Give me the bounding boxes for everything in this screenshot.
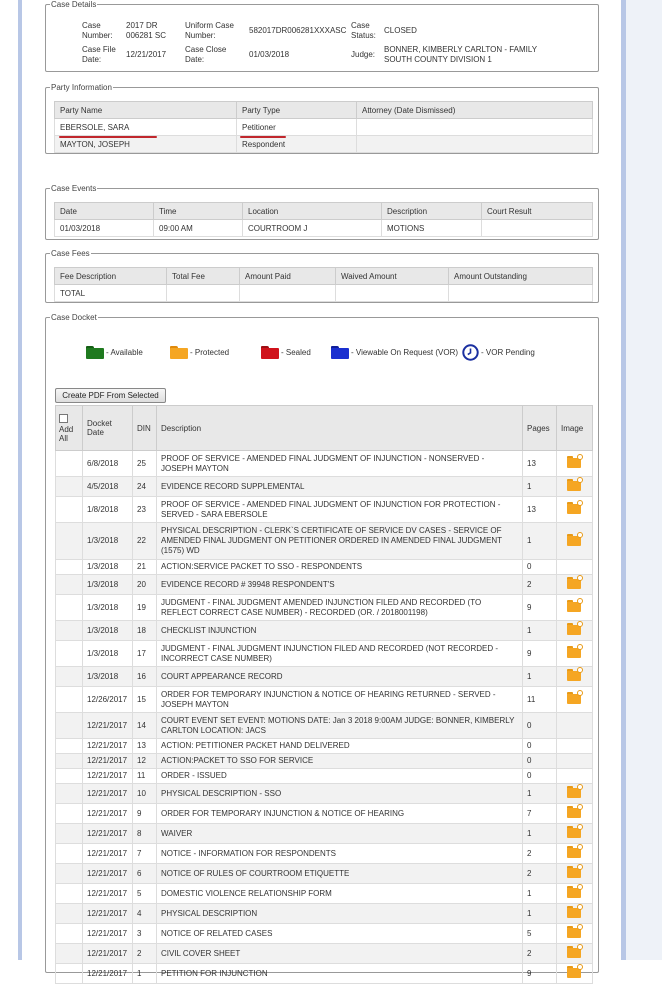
- event-location: COURTROOM J: [243, 220, 382, 237]
- case-details-panel: [45, 0, 599, 72]
- docket-pages: 1: [523, 884, 557, 904]
- case-number-value: 2017 DR 006281 SC: [126, 21, 167, 40]
- pages-header[interactable]: Pages: [523, 406, 557, 451]
- docket-row: [56, 739, 593, 754]
- docket-pages: 0: [523, 560, 557, 575]
- docket-description: NOTICE OF RULES OF COURTROOM ETIQUETTE: [157, 864, 523, 884]
- protected-folder-icon[interactable]: [567, 600, 582, 612]
- docket-image: [557, 739, 593, 754]
- party-type: Petitioner: [237, 119, 357, 136]
- protected-folder-icon[interactable]: [567, 966, 582, 978]
- event-date-header: Date: [55, 203, 154, 220]
- fee-description-header: Fee Description: [55, 268, 167, 285]
- docket-pages: 9: [523, 964, 557, 984]
- case-close-date-label: Case Close Date:: [185, 45, 227, 64]
- docket-pages: 5: [523, 924, 557, 944]
- docket-image[interactable]: [557, 621, 593, 641]
- docket-pages: 1: [523, 621, 557, 641]
- docket-row: [56, 924, 593, 944]
- case-events-legend: Case Events: [51, 184, 97, 193]
- docket-description: EVIDENCE RECORD # 39948 RESPONDENT'S: [157, 575, 523, 595]
- docket-din: 9: [133, 804, 157, 824]
- event-row: [55, 220, 593, 237]
- legend-protected: [170, 342, 229, 362]
- docket-image[interactable]: [557, 884, 593, 904]
- event-description: MOTIONS: [382, 220, 482, 237]
- blue-folder-icon: [331, 346, 349, 359]
- amount-paid-header: Amount Paid: [240, 268, 336, 285]
- fee-paid: [240, 285, 336, 302]
- docket-din: 25: [133, 451, 157, 477]
- docket-row: [56, 864, 593, 884]
- party-attorney: [357, 119, 593, 136]
- docket-date: 12/21/2017: [83, 924, 133, 944]
- legend-vor-label: - Viewable On Request (VOR): [351, 347, 459, 357]
- docket-row: [56, 621, 593, 641]
- docket-description: ACTION: PETITIONER PACKET HAND DELIVERED: [157, 739, 523, 754]
- legend-vor-pending-label: - VOR Pending: [481, 347, 535, 357]
- docket-description: ACTION:SERVICE PACKET TO SSO - RESPONDENTS: [157, 560, 523, 575]
- waived-amount-header: Waived Amount: [336, 268, 449, 285]
- protected-folder-icon[interactable]: [567, 886, 582, 898]
- fee-waived: [336, 285, 449, 302]
- legend-available: [86, 342, 143, 362]
- docket-pages: 1: [523, 523, 557, 560]
- legend-sealed-label: - Sealed: [281, 347, 311, 357]
- docket-pages: 9: [523, 641, 557, 667]
- docket-din: 14: [133, 713, 157, 739]
- docket-image: [557, 713, 593, 739]
- select-cell: [56, 713, 83, 739]
- docket-din: 19: [133, 595, 157, 621]
- protected-folder-icon[interactable]: [567, 866, 582, 878]
- select-cell: [56, 964, 83, 984]
- select-cell: [56, 497, 83, 523]
- red-folder-icon: [261, 346, 279, 359]
- docket-date: 6/8/2018: [83, 451, 133, 477]
- docket-din: 1: [133, 964, 157, 984]
- docket-din: 12: [133, 754, 157, 769]
- party-information-legend: Party Information: [51, 83, 112, 92]
- docket-description: PHYSICAL DESCRIPTION - SSO: [157, 784, 523, 804]
- docket-date: 1/3/2018: [83, 667, 133, 687]
- docket-description: PROOF OF SERVICE - AMENDED FINAL JUDGMENT OF INJUNCTION - NONSERVED - JOSEPH MAYTON: [157, 451, 523, 477]
- docket-pages: 0: [523, 769, 557, 784]
- docket-date: 12/21/2017: [83, 944, 133, 964]
- docket-date: 12/21/2017: [83, 713, 133, 739]
- docket-row: [56, 884, 593, 904]
- docket-din: 10: [133, 784, 157, 804]
- docket-din: 17: [133, 641, 157, 667]
- docket-pages: 1: [523, 477, 557, 497]
- docket-image[interactable]: [557, 784, 593, 804]
- docket-din: 15: [133, 687, 157, 713]
- docket-description: ORDER FOR TEMPORARY INJUNCTION & NOTICE OF HEARING RETURNED - SERVED - JOSEPH MAYTON: [157, 687, 523, 713]
- docket-pages: 1: [523, 904, 557, 924]
- docket-din: 13: [133, 739, 157, 754]
- docket-din: 21: [133, 560, 157, 575]
- protected-folder-icon[interactable]: [567, 906, 582, 918]
- legend-available-label: - Available: [106, 347, 143, 357]
- docket-din: 2: [133, 944, 157, 964]
- docket-din: 16: [133, 667, 157, 687]
- party-table: [54, 101, 593, 153]
- case-fees-panel: [45, 249, 599, 303]
- fees-table: [54, 267, 593, 302]
- legend-sealed: [261, 342, 311, 362]
- fee-description: TOTAL: [55, 285, 167, 302]
- docket-date: 1/3/2018: [83, 641, 133, 667]
- select-cell: [56, 754, 83, 769]
- select-cell: [56, 739, 83, 754]
- judge-label: Judge:: [351, 50, 376, 59]
- docket-row: [56, 451, 593, 477]
- fee-outstanding: [449, 285, 593, 302]
- docket-description: NOTICE - INFORMATION FOR RESPONDENTS: [157, 844, 523, 864]
- docket-row: [56, 560, 593, 575]
- add-all-checkbox[interactable]: [59, 414, 68, 423]
- uniform-case-number-label: Uniform Case Number:: [185, 21, 234, 40]
- docket-image[interactable]: [557, 523, 593, 560]
- party-type: Respondent: [237, 136, 357, 153]
- select-cell: [56, 687, 83, 713]
- docket-din: 7: [133, 844, 157, 864]
- protected-folder-icon[interactable]: [567, 623, 582, 635]
- docket-image[interactable]: [557, 575, 593, 595]
- docket-row: [56, 824, 593, 844]
- event-result-header: Court Result: [482, 203, 593, 220]
- event-date: 01/03/2018: [55, 220, 154, 237]
- legend-vor-pending: [462, 342, 535, 362]
- docket-description: WAIVER: [157, 824, 523, 844]
- party-name-header: Party Name: [55, 102, 237, 119]
- docket-date: 12/21/2017: [83, 754, 133, 769]
- docket-row: [56, 944, 593, 964]
- protected-folder-icon[interactable]: [567, 692, 582, 704]
- docket-date: 4/5/2018: [83, 477, 133, 497]
- select-cell: [56, 560, 83, 575]
- select-cell: [56, 769, 83, 784]
- select-cell: [56, 641, 83, 667]
- docket-din: 5: [133, 884, 157, 904]
- docket-image[interactable]: [557, 824, 593, 844]
- event-description-header: Description: [382, 203, 482, 220]
- docket-din: 23: [133, 497, 157, 523]
- case-file-date-value: 12/21/2017: [126, 50, 167, 59]
- docket-pages: 0: [523, 739, 557, 754]
- docket-pages: 7: [523, 804, 557, 824]
- case-docket-legend: Case Docket: [51, 313, 97, 322]
- docket-date: 1/8/2018: [83, 497, 133, 523]
- docket-row: [56, 667, 593, 687]
- case-events-panel: [45, 184, 599, 240]
- select-cell: [56, 864, 83, 884]
- docket-description: PHYSICAL DESCRIPTION: [157, 904, 523, 924]
- docket-image[interactable]: [557, 641, 593, 667]
- party-information-panel: [45, 83, 599, 154]
- select-cell: [56, 824, 83, 844]
- docket-date: 12/21/2017: [83, 964, 133, 984]
- event-time-header: Time: [154, 203, 243, 220]
- docket-image[interactable]: [557, 944, 593, 964]
- select-cell: [56, 804, 83, 824]
- docket-date: 12/21/2017: [83, 824, 133, 844]
- docket-row: [56, 575, 593, 595]
- docket-rows: [56, 451, 593, 984]
- case-close-date-value: 01/03/2018: [249, 50, 290, 59]
- select-cell: [56, 595, 83, 621]
- docket-description: COURT EVENT SET EVENT: MOTIONS DATE: Jan 3 2018 9:00AM JUDGE: BONNER, KIMBERLY CARLTON LOCATION: JACS: [157, 713, 523, 739]
- amount-outstanding-header: Amount Outstanding: [449, 268, 593, 285]
- event-time: 09:00 AM: [154, 220, 243, 237]
- select-cell: [56, 621, 83, 641]
- docket-description: DOMESTIC VIOLENCE RELATIONSHIP FORM: [157, 884, 523, 904]
- protected-folder-icon[interactable]: [567, 669, 582, 681]
- image-header: Image: [557, 406, 593, 451]
- docket-date: 12/21/2017: [83, 884, 133, 904]
- fee-total: [167, 285, 240, 302]
- docket-pages: 0: [523, 713, 557, 739]
- docket-date-header[interactable]: Docket Date: [83, 406, 133, 451]
- docket-date: 1/3/2018: [83, 560, 133, 575]
- docket-description: CIVIL COVER SHEET: [157, 944, 523, 964]
- docket-date: 1/3/2018: [83, 523, 133, 560]
- event-result: [482, 220, 593, 237]
- docket-date: 1/3/2018: [83, 575, 133, 595]
- docket-din: 8: [133, 824, 157, 844]
- docket-pages: 2: [523, 844, 557, 864]
- party-row: [55, 119, 593, 136]
- docket-description: CHECKLIST INJUNCTION: [157, 621, 523, 641]
- docket-row: [56, 784, 593, 804]
- select-cell: [56, 523, 83, 560]
- docket-image: [557, 560, 593, 575]
- protected-folder-icon[interactable]: [567, 577, 582, 589]
- legend-protected-label: - Protected: [190, 347, 230, 357]
- docket-row: [56, 754, 593, 769]
- green-folder-icon: [86, 346, 104, 359]
- docket-image[interactable]: [557, 864, 593, 884]
- clock-icon: [462, 344, 479, 361]
- docket-description: ORDER FOR TEMPORARY INJUNCTION & NOTICE OF HEARING: [157, 804, 523, 824]
- docket-pages: 0: [523, 754, 557, 769]
- docket-row: [56, 713, 593, 739]
- protected-folder-icon[interactable]: [567, 806, 582, 818]
- protected-folder-icon[interactable]: [567, 456, 582, 468]
- select-cell: [56, 477, 83, 497]
- docket-image[interactable]: [557, 497, 593, 523]
- case-number-label: Case Number:: [82, 21, 113, 40]
- docket-din: 18: [133, 621, 157, 641]
- select-cell: [56, 784, 83, 804]
- fee-row: [55, 285, 593, 302]
- docket-image[interactable]: [557, 451, 593, 477]
- select-cell: [56, 924, 83, 944]
- docket-description: JUDGMENT - FINAL JUDGMENT AMENDED INJUNCTION FILED AND RECORDED (TO REFLECT CORRECT CASE NUMBER) - RECORDED (OR. / 2018001198): [157, 595, 523, 621]
- docket-image[interactable]: [557, 804, 593, 824]
- docket-row: [56, 964, 593, 984]
- right-margin: [626, 0, 662, 960]
- docket-row: [56, 477, 593, 497]
- docket-date: 12/26/2017: [83, 687, 133, 713]
- docket-date: 12/21/2017: [83, 904, 133, 924]
- docket-description: ORDER - ISSUED: [157, 769, 523, 784]
- docket-description: PHYSICAL DESCRIPTION - CLERK`S CERTIFICATE OF SERVICE DV CASES - SERVICE OF AMENDED FINAL JUDGMENT ON PETITIONER ORDERED IN AMENDED FINAL JUDGMENT (1575) WD: [157, 523, 523, 560]
- protected-folder-icon[interactable]: [567, 646, 582, 658]
- docket-image[interactable]: [557, 904, 593, 924]
- docket-row: [56, 497, 593, 523]
- select-cell: [56, 944, 83, 964]
- protected-folder-icon[interactable]: [567, 479, 582, 491]
- party-attorney: [357, 136, 593, 153]
- docket-pages: 1: [523, 667, 557, 687]
- docket-description: COURT APPEARANCE RECORD: [157, 667, 523, 687]
- select-cell: [56, 884, 83, 904]
- docket-row: [56, 641, 593, 667]
- docket-description: PETITION FOR INJUNCTION: [157, 964, 523, 984]
- docket-pages: 13: [523, 451, 557, 477]
- docket-image[interactable]: [557, 924, 593, 944]
- case-status-value: CLOSED: [384, 26, 417, 35]
- case-file-date-label: Case File Date:: [82, 45, 116, 64]
- docket-description: PROOF OF SERVICE - AMENDED FINAL JUDGMENT OF INJUNCTION FOR PROTECTION - SERVED - SARA EBERSOLE: [157, 497, 523, 523]
- docket-pages: 11: [523, 687, 557, 713]
- add-all-header: [56, 406, 83, 451]
- docket-table: [55, 405, 593, 984]
- uniform-case-number-value: 582017DR006281XXXASC: [249, 26, 347, 35]
- docket-pages: 1: [523, 784, 557, 804]
- docket-date: 12/21/2017: [83, 769, 133, 784]
- docket-date: 1/3/2018: [83, 621, 133, 641]
- party-name: MAYTON, JOSEPH: [55, 136, 237, 153]
- docket-pages: 13: [523, 497, 557, 523]
- protected-folder-icon[interactable]: [567, 826, 582, 838]
- protected-folder-icon[interactable]: [567, 946, 582, 958]
- protected-folder-icon[interactable]: [567, 786, 582, 798]
- docket-description: ACTION:PACKET TO SSO FOR SERVICE: [157, 754, 523, 769]
- docket-row: [56, 523, 593, 560]
- protected-folder-icon[interactable]: [567, 502, 582, 514]
- attorney-header: Attorney (Date Dismissed): [357, 102, 593, 119]
- select-cell: [56, 451, 83, 477]
- docket-image[interactable]: [557, 595, 593, 621]
- select-cell: [56, 904, 83, 924]
- docket-pages: 1: [523, 824, 557, 844]
- legend-vor: [331, 342, 458, 362]
- orange-folder-icon: [170, 346, 188, 359]
- docket-pages: 2: [523, 944, 557, 964]
- case-details-legend: Case Details: [51, 0, 97, 9]
- select-cell: [56, 844, 83, 864]
- docket-din: 11: [133, 769, 157, 784]
- docket-date: 12/21/2017: [83, 844, 133, 864]
- docket-din: 22: [133, 523, 157, 560]
- events-table: [54, 202, 593, 237]
- docket-image[interactable]: [557, 687, 593, 713]
- docket-image: [557, 769, 593, 784]
- docket-din: 3: [133, 924, 157, 944]
- docket-date: 12/21/2017: [83, 739, 133, 754]
- protected-folder-icon[interactable]: [567, 846, 582, 858]
- docket-row: [56, 904, 593, 924]
- din-header[interactable]: DIN: [133, 406, 157, 451]
- protected-folder-icon[interactable]: [567, 534, 582, 546]
- party-row: [55, 136, 593, 153]
- docket-description: JUDGMENT - FINAL JUDGMENT INJUNCTION FILED AND RECORDED (NOT RECORDED - INCORRECT CASE NUMBER): [157, 641, 523, 667]
- docket-din: 4: [133, 904, 157, 924]
- docket-pages: 9: [523, 595, 557, 621]
- docket-row: [56, 687, 593, 713]
- case-status-label: Case Status:: [351, 21, 376, 40]
- docket-row: [56, 595, 593, 621]
- add-all-label: Add All: [59, 424, 74, 443]
- docket-image[interactable]: [557, 477, 593, 497]
- docket-din: 24: [133, 477, 157, 497]
- docket-date: 1/3/2018: [83, 595, 133, 621]
- docket-date: 12/21/2017: [83, 784, 133, 804]
- underline-annotation: [59, 136, 157, 138]
- judge-value: BONNER, KIMBERLY CARLTON - FAMILY SOUTH COUNTY DIVISION 1: [384, 45, 537, 64]
- docket-description: EVIDENCE RECORD SUPPLEMENTAL: [157, 477, 523, 497]
- underline-annotation: [240, 136, 286, 138]
- select-cell: [56, 667, 83, 687]
- description-header[interactable]: Description: [157, 406, 523, 451]
- party-type-header: Party Type: [237, 102, 357, 119]
- docket-din: 20: [133, 575, 157, 595]
- create-pdf-button[interactable]: Create PDF From Selected: [55, 388, 166, 403]
- docket-row: [56, 804, 593, 824]
- docket-din: 6: [133, 864, 157, 884]
- docket-date: 12/21/2017: [83, 804, 133, 824]
- case-docket-panel: [45, 313, 599, 978]
- protected-folder-icon[interactable]: [567, 926, 582, 938]
- party-name: EBERSOLE, SARA: [55, 119, 237, 136]
- docket-pages: 2: [523, 864, 557, 884]
- select-cell: [56, 575, 83, 595]
- docket-image: [557, 754, 593, 769]
- docket-row: [56, 769, 593, 784]
- docket-image[interactable]: [557, 844, 593, 864]
- docket-image[interactable]: [557, 964, 593, 984]
- docket-description: NOTICE OF RELATED CASES: [157, 924, 523, 944]
- case-fees-legend: Case Fees: [51, 249, 90, 258]
- docket-image[interactable]: [557, 667, 593, 687]
- docket-pages: 2: [523, 575, 557, 595]
- event-location-header: Location: [243, 203, 382, 220]
- docket-row: [56, 844, 593, 864]
- docket-date: 12/21/2017: [83, 864, 133, 884]
- total-fee-header: Total Fee: [167, 268, 240, 285]
